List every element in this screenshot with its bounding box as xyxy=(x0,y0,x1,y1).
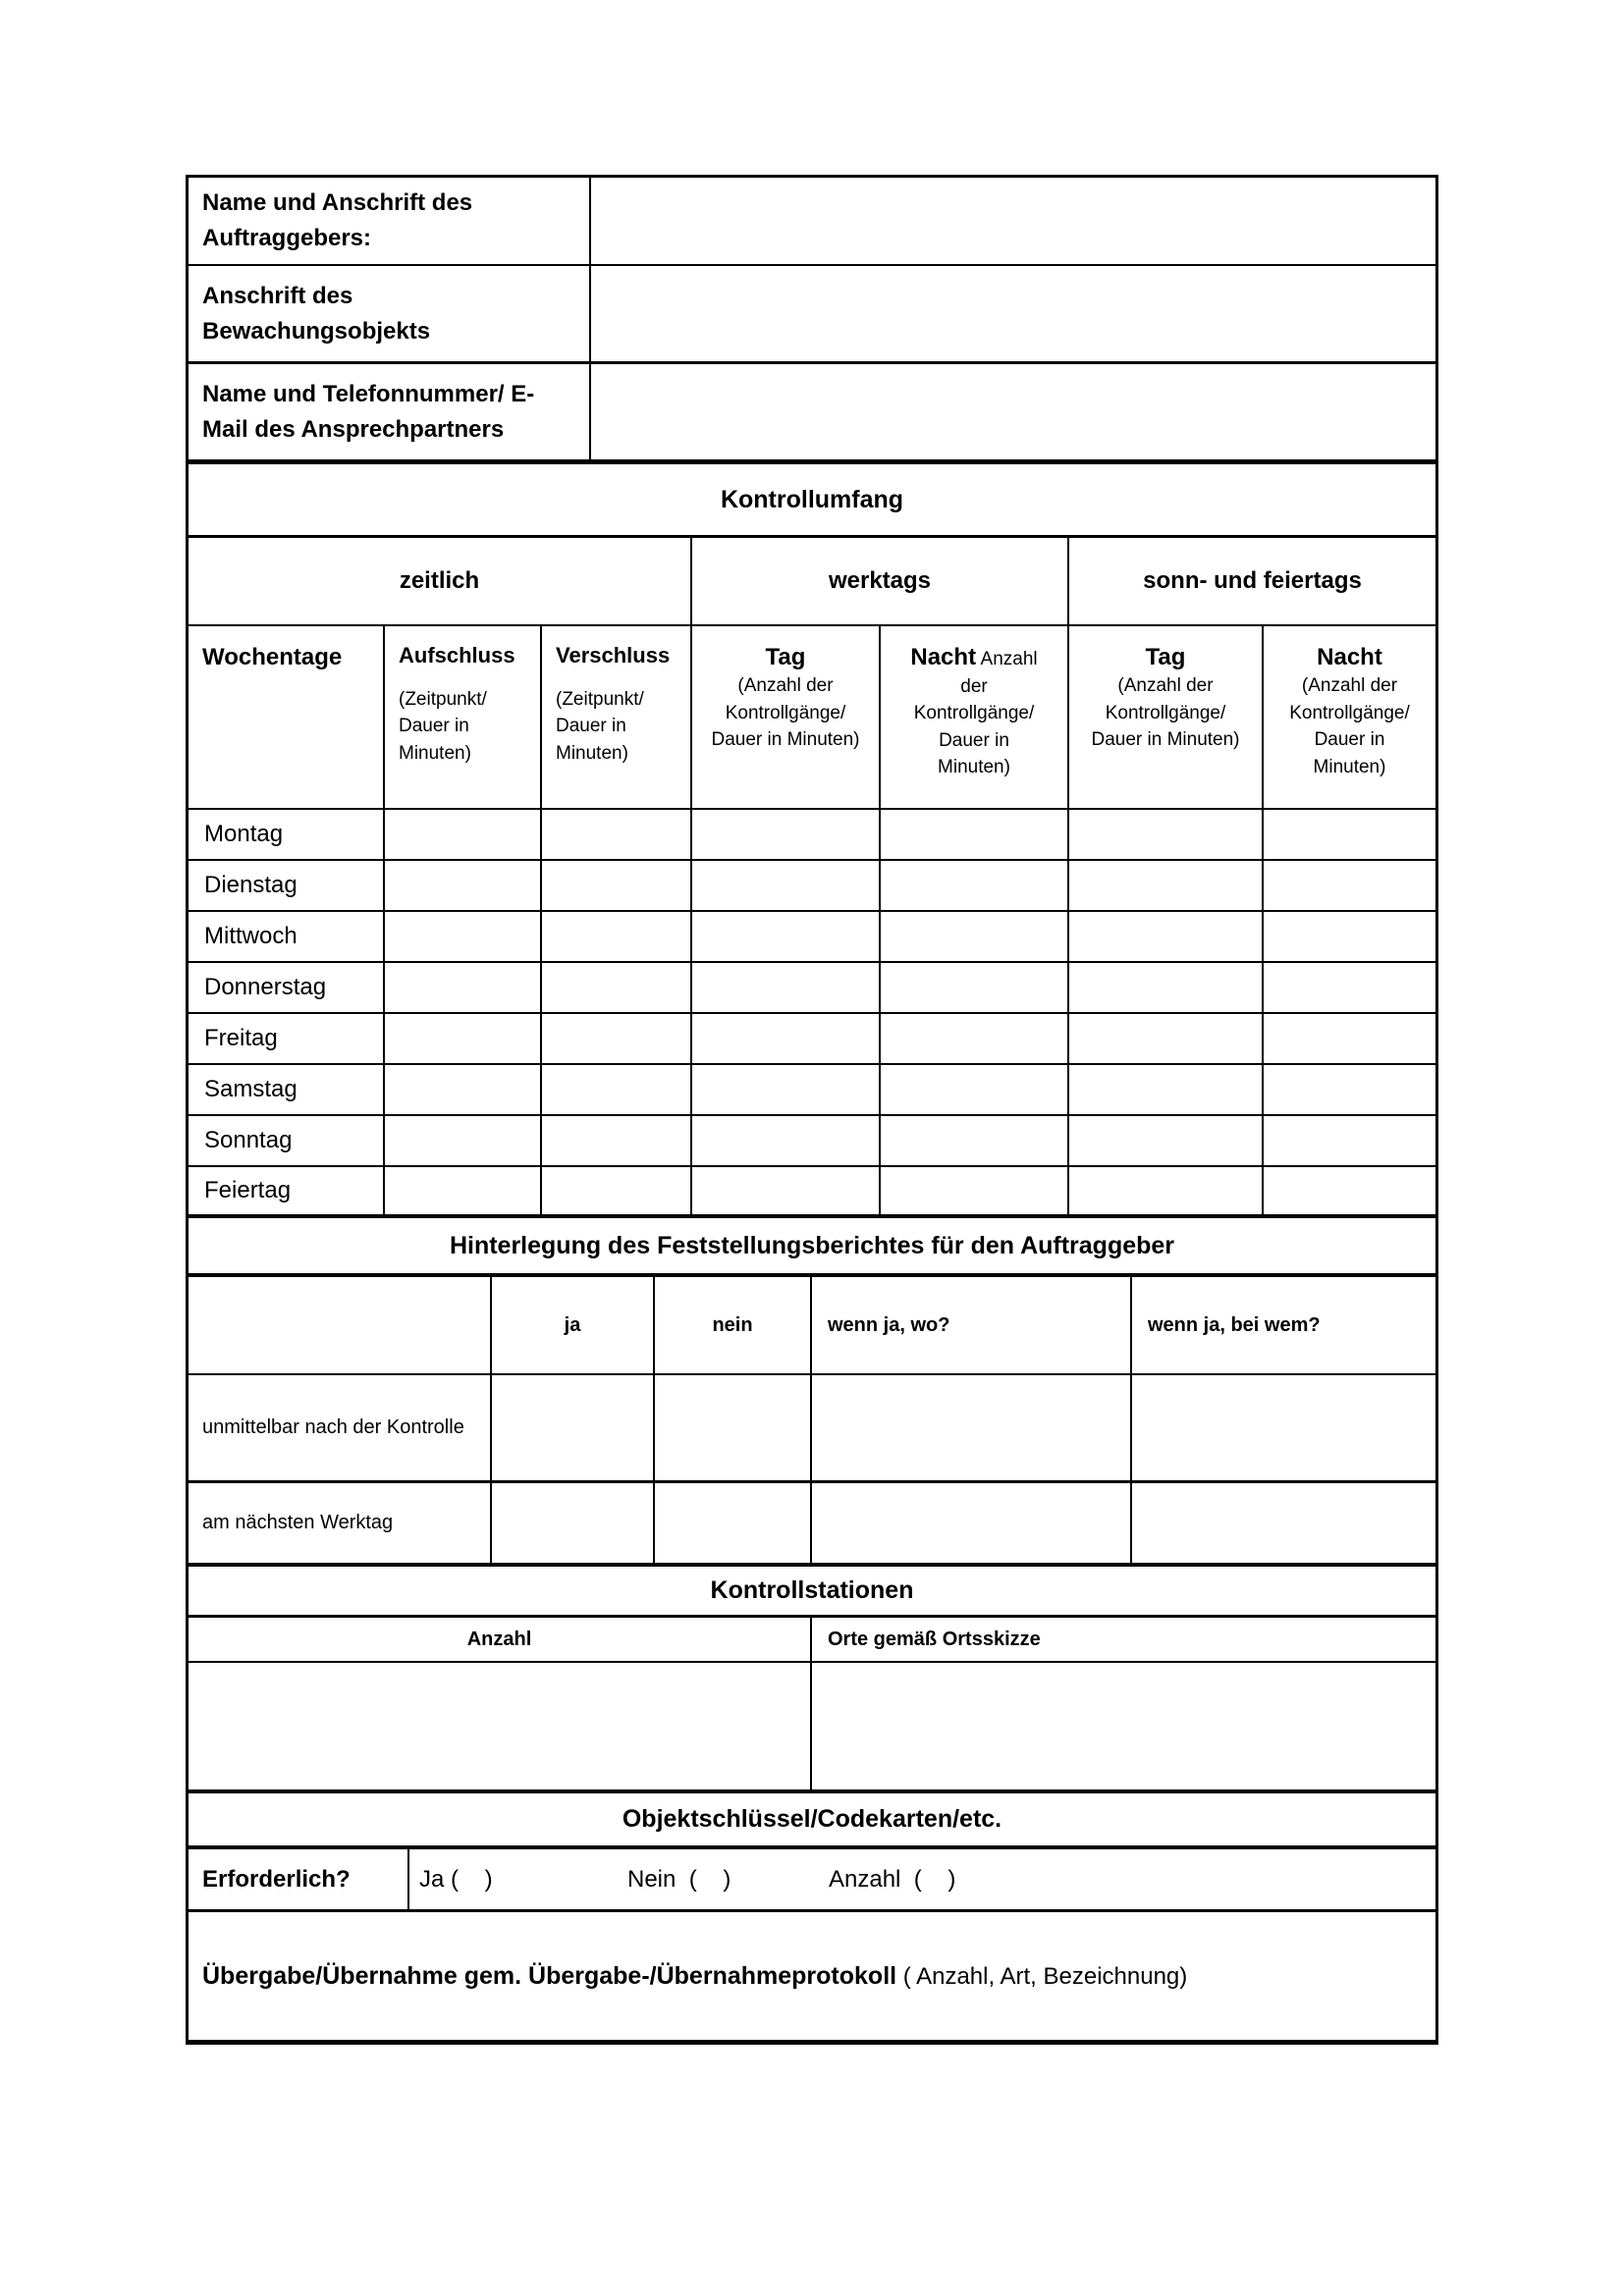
day-label-feiertag: Feiertag xyxy=(189,1167,385,1214)
field-freitag-sonn-tag[interactable] xyxy=(1069,1014,1264,1063)
hinterlegung-subheader-ja: ja xyxy=(492,1277,655,1373)
colhead-sonn-nacht xyxy=(1264,626,1435,808)
field-naechster-werktag-ja[interactable] xyxy=(492,1483,655,1563)
field-unmittelbar-bei-wem[interactable] xyxy=(1132,1375,1435,1480)
field-bewachungsobjekt[interactable] xyxy=(591,266,1435,361)
field-kontrollstationen-anzahl[interactable] xyxy=(189,1663,812,1789)
field-samstag-sonn-tag[interactable] xyxy=(1069,1065,1264,1114)
day-row-montag xyxy=(189,810,1435,861)
field-dienstag-verschluss[interactable] xyxy=(542,861,692,910)
field-montag-werktags-nacht[interactable] xyxy=(881,810,1069,859)
colhead-sonn-tag-subtitle: (Anzahl der Kontrollgänge/ Dauer in Minuten) xyxy=(1091,675,1240,751)
hinterlegung-row-unmittelbar xyxy=(189,1375,1435,1483)
field-mittwoch-werktags-nacht[interactable] xyxy=(881,912,1069,961)
hinterlegung-subheader-bei-wem: wenn ja, bei wem? xyxy=(1148,1313,1321,1336)
field-feiertag-sonn-nacht[interactable] xyxy=(1264,1167,1435,1214)
colhead-werktags-nacht-subtitle: Anzahl der Kontrollgänge/ Dauer in Minuten) xyxy=(913,649,1038,778)
kontrollstationen-title: Kontrollstationen xyxy=(710,1576,914,1604)
column-header-row xyxy=(189,626,1435,810)
section-objektschluessel-header xyxy=(189,1793,1435,1849)
objektschluessel-title: Objektschlüssel/Codekarten/etc. xyxy=(622,1805,1002,1833)
uebergabe-text xyxy=(189,1912,1435,2040)
field-feiertag-werktags-nacht[interactable] xyxy=(881,1167,1069,1214)
field-naechster-werktag-bei-wem[interactable] xyxy=(1132,1483,1435,1563)
hinterlegung-subheader-nein: nein xyxy=(655,1277,812,1373)
field-freitag-werktags-nacht[interactable] xyxy=(881,1014,1069,1063)
hinterlegung-subheader-wo: wenn ja, wo? xyxy=(812,1277,1132,1373)
row-auftraggeber xyxy=(189,178,1435,266)
colhead-werktags-tag-title: Tag xyxy=(765,644,806,670)
field-auftraggeber[interactable] xyxy=(591,178,1435,264)
period-zeitlich: zeitlich xyxy=(189,538,692,624)
field-dienstag-aufschluss[interactable] xyxy=(385,861,542,910)
colhead-wochentage xyxy=(189,626,385,808)
field-sonntag-aufschluss[interactable] xyxy=(385,1116,542,1165)
field-kontrollstationen-orte[interactable] xyxy=(812,1663,1435,1789)
hinterlegung-subheader-empty xyxy=(189,1277,492,1373)
field-dienstag-werktags-nacht[interactable] xyxy=(881,861,1069,910)
colhead-wochentage-title: Wochentage xyxy=(202,644,343,670)
field-feiertag-verschluss[interactable] xyxy=(542,1167,692,1214)
field-sonntag-sonn-tag[interactable] xyxy=(1069,1116,1264,1165)
colhead-sonn-nacht-subtitle: (Anzahl der Kontrollgänge/ Dauer in Minuten) xyxy=(1289,675,1410,777)
field-samstag-sonn-nacht[interactable] xyxy=(1264,1065,1435,1114)
day-label-donnerstag: Donnerstag xyxy=(189,963,385,1012)
row-bewachungsobjekt xyxy=(189,266,1435,364)
hinterlegung-subheader-row xyxy=(189,1277,1435,1375)
day-row-dienstag xyxy=(189,861,1435,912)
day-label-dienstag: Dienstag xyxy=(189,861,385,910)
field-samstag-werktags-nacht[interactable] xyxy=(881,1065,1069,1114)
label-auftraggeber: Name und Anschrift des Auftraggebers: xyxy=(189,178,591,264)
option-nein[interactable]: Nein ( ) xyxy=(627,1865,731,1893)
kontrollstationen-entry-row xyxy=(189,1663,1435,1793)
option-ja[interactable]: Ja ( ) xyxy=(419,1865,493,1893)
field-montag-aufschluss[interactable] xyxy=(385,810,542,859)
label-ansprechpartner: Name und Telefonnummer/ E-Mail des Ansprechpartners xyxy=(189,364,591,459)
field-mittwoch-werktags-tag[interactable] xyxy=(692,912,881,961)
field-donnerstag-werktags-tag[interactable] xyxy=(692,963,881,1012)
day-label-mittwoch: Mittwoch xyxy=(189,912,385,961)
field-unmittelbar-ja[interactable] xyxy=(492,1375,655,1480)
erforderlich-label: Erforderlich? xyxy=(189,1849,409,1909)
colhead-sonn-tag xyxy=(1069,626,1264,808)
field-donnerstag-verschluss[interactable] xyxy=(542,963,692,1012)
field-sonntag-werktags-tag[interactable] xyxy=(692,1116,881,1165)
field-donnerstag-sonn-tag[interactable] xyxy=(1069,963,1264,1012)
field-samstag-aufschluss[interactable] xyxy=(385,1065,542,1114)
day-label-sonntag: Sonntag xyxy=(189,1116,385,1165)
field-ansprechpartner[interactable] xyxy=(591,364,1435,459)
hinterlegung-label-naechster-werktag: am nächsten Werktag xyxy=(189,1483,492,1563)
option-anzahl[interactable]: Anzahl ( ) xyxy=(829,1865,956,1893)
field-donnerstag-werktags-nacht[interactable] xyxy=(881,963,1069,1012)
field-montag-sonn-tag[interactable] xyxy=(1069,810,1264,859)
field-unmittelbar-wo[interactable] xyxy=(812,1375,1132,1480)
field-donnerstag-aufschluss[interactable] xyxy=(385,963,542,1012)
field-mittwoch-sonn-nacht[interactable] xyxy=(1264,912,1435,961)
kontrollumfang-title: Kontrollumfang xyxy=(720,485,904,513)
field-freitag-aufschluss[interactable] xyxy=(385,1014,542,1063)
label-bewachungsobjekt: Anschrift des Bewachungsobjekts xyxy=(189,266,591,361)
form-table xyxy=(186,175,1438,2045)
field-samstag-werktags-tag[interactable] xyxy=(692,1065,881,1114)
colhead-aufschluss xyxy=(385,626,542,808)
hinterlegung-rows xyxy=(189,1375,1435,1567)
field-donnerstag-sonn-nacht[interactable] xyxy=(1264,963,1435,1012)
field-unmittelbar-nein[interactable] xyxy=(655,1375,812,1480)
field-dienstag-sonn-nacht[interactable] xyxy=(1264,861,1435,910)
field-mittwoch-verschluss[interactable] xyxy=(542,912,692,961)
colhead-sonn-tag-title: Tag xyxy=(1145,644,1186,670)
colhead-werktags-nacht-title: Nacht xyxy=(910,644,977,670)
field-freitag-werktags-tag[interactable] xyxy=(692,1014,881,1063)
day-row-freitag xyxy=(189,1014,1435,1065)
day-label-montag: Montag xyxy=(189,810,385,859)
day-row-sonntag xyxy=(189,1116,1435,1167)
field-dienstag-werktags-tag[interactable] xyxy=(692,861,881,910)
hinterlegung-label-unmittelbar: unmittelbar nach der Kontrolle xyxy=(189,1375,492,1480)
row-ansprechpartner xyxy=(189,364,1435,464)
field-naechster-werktag-wo[interactable] xyxy=(812,1483,1132,1563)
kontrollstationen-anzahl-label: Anzahl xyxy=(189,1618,812,1661)
section-hinterlegung-header xyxy=(189,1218,1435,1277)
erforderlich-row xyxy=(189,1849,1435,1912)
uebergabe-regular-text: ( Anzahl, Art, Bezeichnung) xyxy=(896,1962,1188,1990)
colhead-werktags-nacht xyxy=(881,626,1069,808)
field-samstag-verschluss[interactable] xyxy=(542,1065,692,1114)
field-feiertag-werktags-tag[interactable] xyxy=(692,1167,881,1214)
field-freitag-sonn-nacht[interactable] xyxy=(1264,1014,1435,1063)
field-sonntag-werktags-nacht[interactable] xyxy=(881,1116,1069,1165)
field-montag-verschluss[interactable] xyxy=(542,810,692,859)
day-label-freitag: Freitag xyxy=(189,1014,385,1063)
kontrollstationen-subheader-row xyxy=(189,1618,1435,1663)
colhead-sonn-nacht-title: Nacht xyxy=(1317,644,1382,670)
weekday-rows xyxy=(189,810,1435,1218)
field-montag-sonn-nacht[interactable] xyxy=(1264,810,1435,859)
period-werktags: werktags xyxy=(692,538,1069,624)
uebergabe-bold-text: Übergabe/Übernahme gem. Übergabe-/Übernahmeprotokoll xyxy=(202,1961,897,1990)
erforderlich-options xyxy=(409,1849,1435,1909)
colhead-werktags-tag xyxy=(692,626,881,808)
kontrollstationen-orte-label: Orte gemäß Ortsskizze xyxy=(828,1628,1041,1650)
field-feiertag-sonn-tag[interactable] xyxy=(1069,1167,1264,1214)
colhead-aufschluss-subtitle: (Zeitpunkt/ Dauer in Minuten) xyxy=(399,688,487,764)
hinterlegung-row-naechster-werktag xyxy=(189,1483,1435,1567)
section-kontrollstationen-header xyxy=(189,1567,1435,1618)
section-kontrollumfang-header xyxy=(189,464,1435,538)
colhead-verschluss-title: Verschluss xyxy=(556,643,671,667)
colhead-werktags-tag-subtitle: (Anzahl der Kontrollgänge/ Dauer in Minuten) xyxy=(711,675,860,751)
day-row-donnerstag xyxy=(189,963,1435,1014)
period-sonn-und-feiertags: sonn- und feiertags xyxy=(1143,567,1362,594)
field-naechster-werktag-nein[interactable] xyxy=(655,1483,812,1563)
field-sonntag-sonn-nacht[interactable] xyxy=(1264,1116,1435,1165)
field-freitag-verschluss[interactable] xyxy=(542,1014,692,1063)
period-header-row xyxy=(189,538,1435,626)
field-mittwoch-aufschluss[interactable] xyxy=(385,912,542,961)
field-sonntag-verschluss[interactable] xyxy=(542,1116,692,1165)
hinterlegung-title: Hinterlegung des Feststellungsberichtes für den Auftraggeber xyxy=(449,1231,1175,1259)
day-label-samstag: Samstag xyxy=(189,1065,385,1114)
field-dienstag-sonn-tag[interactable] xyxy=(1069,861,1264,910)
field-feiertag-aufschluss[interactable] xyxy=(385,1167,542,1214)
field-mittwoch-sonn-tag[interactable] xyxy=(1069,912,1264,961)
field-montag-werktags-tag[interactable] xyxy=(692,810,881,859)
uebergabe-row xyxy=(189,1912,1435,2040)
colhead-aufschluss-title: Aufschluss xyxy=(399,643,515,667)
colhead-verschluss-subtitle: (Zeitpunkt/ Dauer in Minuten) xyxy=(556,688,644,764)
day-row-samstag xyxy=(189,1065,1435,1116)
colhead-verschluss xyxy=(542,626,692,808)
day-row-mittwoch xyxy=(189,912,1435,963)
day-row-feiertag xyxy=(189,1167,1435,1218)
